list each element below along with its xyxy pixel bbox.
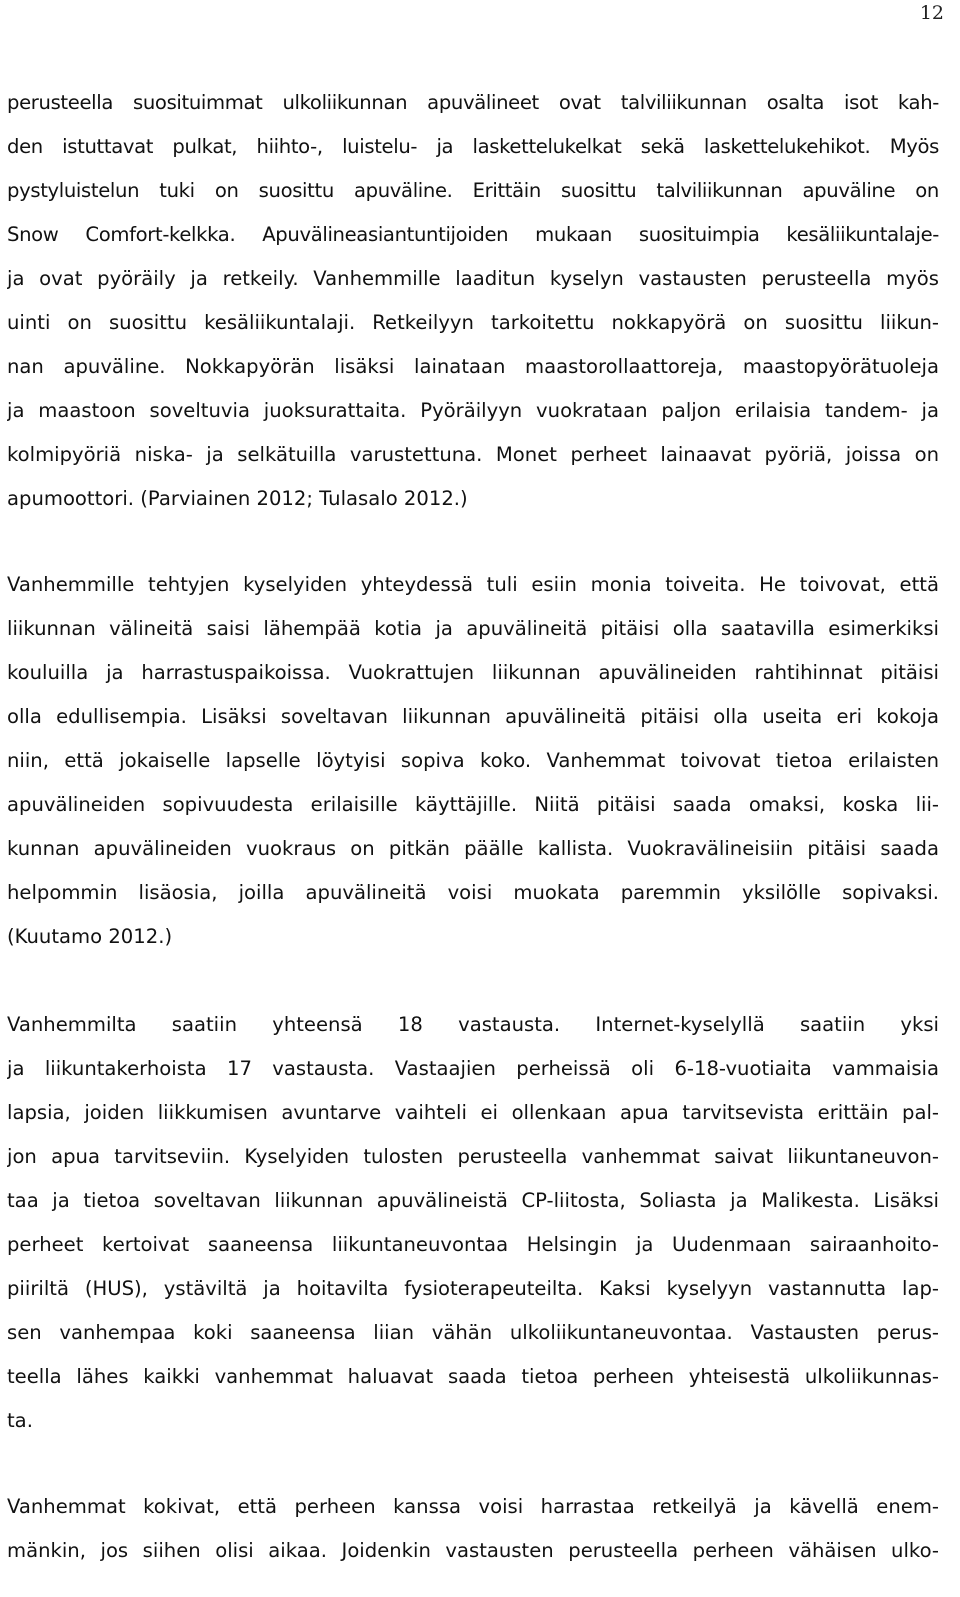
text-line: sen vanhempaa koki saaneensa liian vähän ulkoliikuntaneuvontaa. Vastausten perus- <box>7 1321 939 1344</box>
text-line: perusteella suosituimmat ulkoliikunnan apuvälineet ovat talviliikunnan osalta isot kah- <box>7 91 939 114</box>
text-line: Snow Comfort-kelkka. Apuvälineasiantuntijoiden mukaan suosituimpia kesäliikuntalaje- <box>7 223 939 246</box>
text-line: Vanhemmille tehtyjen kyselyiden yhteydessä tuli esiin monia toiveita. He toivovat, että <box>7 573 939 596</box>
text-line: kolmipyöriä niska- ja selkätuilla varustettuna. Monet perheet lainaavat pyöriä, joissa on <box>7 443 939 466</box>
text-line: uinti on suosittu kesäliikuntalaji. Retkeilyyn tarkoitettu nokkapyörä on suosittu liikun- <box>7 311 939 334</box>
text-line: taa ja tietoa soveltavan liikunnan apuvälineistä CP-liitosta, Soliasta ja Malikesta. Lisäksi <box>7 1189 939 1212</box>
text-line: apuvälineiden sopivuudesta erilaisille käyttäjille. Niitä pitäisi saada omaksi, koska lii- <box>7 793 939 816</box>
text-line: pystyluistelun tuki on suosittu apuväline. Erittäin suosittu talviliikunnan apuväline on <box>7 179 939 202</box>
page-number: 12 <box>919 2 944 24</box>
text-line: nan apuväline. Nokkapyörän lisäksi lainataan maastorollaattoreja, maastopyörätuoleja <box>7 355 939 378</box>
text-line: lapsia, joiden liikkumisen avuntarve vaihteli ei ollenkaan apua tarvitsevista erittäin pal- <box>7 1101 939 1124</box>
text-line: ta. <box>7 1409 33 1432</box>
text-line: jon apua tarvitseviin. Kyselyiden tulosten perusteella vanhemmat saivat liikuntaneuvon- <box>7 1145 939 1168</box>
text-line: ja maastoon soveltuvia juoksurattaita. Pyöräilyyn vuokrataan paljon erilaisia tandem- ja <box>7 399 939 422</box>
text-line: perheet kertoivat saaneensa liikuntaneuvontaa Helsingin ja Uudenmaan sairaanhoito- <box>7 1233 939 1256</box>
text-line: helpommin lisäosia, joilla apuvälineitä voisi muokata paremmin yksilölle sopivaksi. <box>7 881 939 904</box>
text-line: ja ovat pyöräily ja retkeily. Vanhemmille laaditun kyselyn vastausten perusteella myös <box>7 267 939 290</box>
text-line: teella lähes kaikki vanhemmat haluavat saada tietoa perheen yhteisestä ulkoliikunnas- <box>7 1365 939 1388</box>
text-line: liikunnan välineitä saisi lähempää kotia ja apuvälineitä pitäisi olla saatavilla esimerkiksi <box>7 617 939 640</box>
text-line: mänkin, jos siihen olisi aikaa. Joidenkin vastausten perusteella perheen vähäisen ulko- <box>7 1539 939 1562</box>
text-line: kunnan apuvälineiden vuokraus on pitkän päälle kallista. Vuokravälineisiin pitäisi saada <box>7 837 939 860</box>
text-line: ja liikuntakerhoista 17 vastausta. Vastaajien perheissä oli 6-18-vuotiaita vammaisia <box>7 1057 939 1080</box>
text-line: Vanhemmat kokivat, että perheen kanssa voisi harrastaa retkeilyä ja kävellä enem- <box>7 1495 939 1518</box>
text-line: niin, että jokaiselle lapselle löytyisi sopiva koko. Vanhemmat toivovat tietoa erilaisten <box>7 749 939 772</box>
text-line: (Kuutamo 2012.) <box>7 925 173 948</box>
text-line: den istuttavat pulkat, hiihto-, luistelu- ja laskettelukelkat sekä laskettelukehikot. Myös <box>7 135 939 158</box>
text-line: piiriltä (HUS), ystäviltä ja hoitavilta fysioterapeuteilta. Kaksi kyselyyn vastannutta lap- <box>7 1277 939 1300</box>
text-line: olla edullisempia. Lisäksi soveltavan liikunnan apuvälineitä pitäisi olla useita eri kokoja <box>7 705 939 728</box>
text-line: kouluilla ja harrastuspaikoissa. Vuokrattujen liikunnan apuvälineiden rahtihinnat pitäisi <box>7 661 939 684</box>
text-line: Vanhemmilta saatiin yhteensä 18 vastausta. Internet-kyselyllä saatiin yksi <box>7 1013 939 1036</box>
text-line: apumoottori. (Parviainen 2012; Tulasalo 2012.) <box>7 487 468 510</box>
